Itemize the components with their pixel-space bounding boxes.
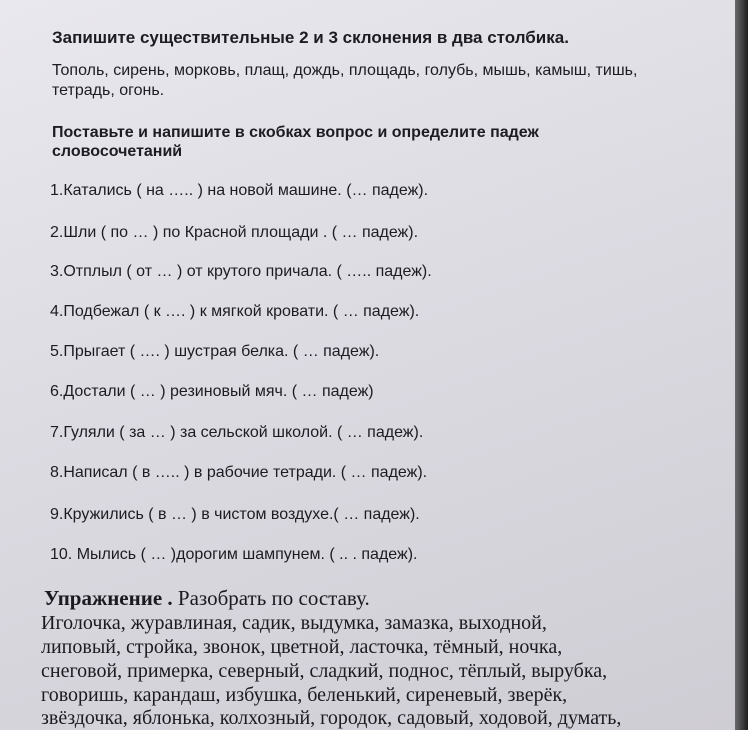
exercise-title: Упражнение .: [44, 586, 173, 610]
sentence-item: 5.Прыгает ( …. ) шустрая белка. ( … падеж).: [50, 343, 380, 360]
sentence-item: 1.Катались ( на ….. ) на новой машине. (… падеж).: [50, 182, 429, 199]
exercise-word-line: Иголочка, журавлиная, садик, выдумка, замазка, выходной,: [41, 612, 547, 634]
sentence-item: 8.Написал ( в ….. ) в рабочие тетради. ( … падеж).: [50, 464, 428, 481]
sentence-item: 10. Мылись ( … )дорогим шампунем. ( .. . падеж).: [50, 546, 418, 563]
sentence-item: 4.Подбежал ( к …. ) к мягкой кровати. ( … падеж).: [50, 303, 420, 320]
sentence-item: 9.Кружились ( в … ) в чистом воздухе.( … падеж).: [50, 506, 420, 523]
exercise-instruction: Разобрать по составу.: [172, 586, 370, 610]
sentence-item: 6.Достали ( … ) резиновый мяч. ( … падеж): [50, 383, 374, 400]
task1-words-line2: тетрадь, огонь.: [52, 82, 165, 99]
sentence-item: 2.Шли ( по … ) по Красной площади . ( … падеж).: [50, 224, 419, 241]
exercise-word-line: липовый, стройка, звонок, цветной, ласточка, тёмный, ночка,: [41, 636, 563, 658]
exercise-word-line: снеговой, примерка, северный, сладкий, поднос, тёплый, вырубка,: [41, 660, 608, 682]
sentence-item: 3.Отплыл ( от … ) от крутого причала. ( ….. падеж).: [50, 263, 432, 280]
exercise-word-line: звёздочка, яблонька, колхозный, городок, садовый, ходовой, думать,: [41, 707, 622, 729]
task2-title-line2: словосочетаний: [52, 143, 183, 160]
sentence-item: 7.Гуляли ( за … ) за сельской школой. ( … падеж).: [50, 424, 424, 441]
exercise-heading: [44, 586, 370, 611]
exercise-word-line: говоришь, карандаш, избушка, беленький, сиреневый, зверёк,: [41, 684, 568, 706]
task2-title-line1: Поставьте и напишите в скобках вопрос и определите падеж: [52, 124, 539, 141]
task1-title: Запишите существительные 2 и 3 склонения в два столбика.: [52, 28, 569, 47]
page-edge-shadow: [735, 0, 748, 730]
task1-words-line1: Тополь, сирень, морковь, плащ, дождь, площадь, голубь, мышь, камыш, тишь,: [52, 62, 638, 79]
